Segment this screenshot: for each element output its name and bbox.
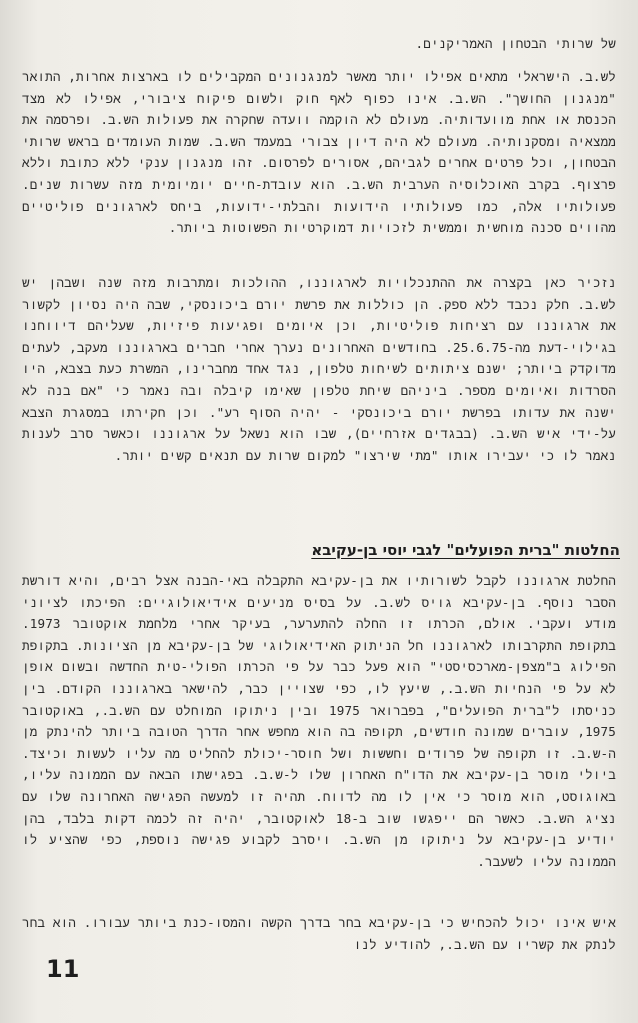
first-line [22,33,616,55]
paragraph-text: נזכיר כאן בקצרה את ההתנכלויות לארגוננו, ההולכות ומתרבות מזה שנה ושבהן יש לש.ב. חלק נכבד ללא ספק. הן כוללות את פרשת יורם ביכונסקי, שבה היה נסיון לקשור את ארגוננו עם רציחות פוליטיות, וכן איומים ופגיעות פיזיות, שעליהם דיווחנו בגילוי-דעת מה-25.6.75. בחודשים האחרונים נערך אחרי חברים בארגוננו מעקב, לעתים מדוקדק ביותר; ישנם ציתותים לשיחות טלפון, נגד אחד מחברינו, המשרת כעת בצבא, היו הסרדות ואיומים מספר. ביניהם שיחת טלפון שאימו קיבלה ובה נאמר כי "אם בנה לא ישנה את עדותו בפרשת יורם ביכונסקי - יהיה הסוף רע". וכן חקירתו במסגרת הצבא על-ידי איש הש.ב. (בבגדים אזרחיים), שבו הוא נשאל על ארגוננו וכאשר סרב לענות נאמר לו כי יעבירו אותו "מתי שירצו" למקום שרות עם תנאים קשים יותר. [22,275,616,463]
paragraph-ben-akiva-decision [22,570,616,872]
first-line-text: של שרותי הבטחון האמריקנים. [415,36,616,51]
paragraph-ben-akiva-choice [22,912,616,955]
paragraph-text: איש אינו יכול להכחיש כי בן-עקיבא בחר בדרך הקשה והמסו-כנת ביותר עבורו. הוא בחר לנתק את קשריו עם הש.ב., להודיע לנו [22,915,616,952]
paragraph-shabak-description [22,66,616,239]
section-heading: החלטות "ברית הפועלים" לגבי יוסי בן-עקיבא [311,541,620,559]
page-number: 11 [46,955,80,983]
paragraph-text: לש.ב. הישראלי מתאים אפילו יותר מאשר למנגנונים המקבילים לו בארצות אחרות, התואר "מנגנון החושך". הש.ב. אינו כפוף לאף חוק ולשום פיקוח ציבורי, אפילו לא מצד הכנסת או אחת מוועדותיה. מעולם לא הוקמה וועדה שחקרה את פעולות הש.ב. ופרסמה את ממצאיה ומסקנותיה. מעולם לא היה דיון צבורי במעמד הש.ב. שמות העומדים בראש שרותי הבטחון, וכל פרטים אחרים לגביהם, אסורים לפרסום. זהו מנגנון ענקי ללא כתובת וללא פרצוף. בקרב האוכלוסיה הערבית הש.ב. הוא עובדת-חיים יומיומית מזה עשרות שנים. פעולותיו אלה, כמו פעולותיו הידועות והבלתי-ידועות, ביחס לארגונים פוליטיים מהווים סכנה מוחשית וממשית לזכויות דמוקרטיות הפשוטות ביותר. [22,69,616,236]
paragraph-text: החלטת ארגוננו לקבל לשורותיו את בן-עקיבא התקבלה באי-הבנה אצל רבים, והיא דורשת הסבר נוסף. בן-עקיבא גויס לש.ב. על בסיס מניעים אידיאולוגיים: הפיכתו לציוני מודע ועקבי. אולם, הכרתו זו החלה להתערער, בעיקר אחרי מלחמת אוקטובר 1973. בתקופת התקרבותו לארגוננו חל הניתוק האידיאולוגי של בן-עקיבא מן הציונות. בתקופת הפילוג ב"מצפן-מארכסיסטי" הוא פעל כבר על פי הכרתו הפולי-טית החדשה ובשום אופן לא על פי הנחיות הש.ב., שיעץ לו, כפי שצויין כבר, להישאר בארגוננו הקודם. בין כניסתו ל"ברית הפועלים", בפברואר 1975 ובין ניתוקו המוחלט עם הש.ב., באוקטובר 1975, עוברים שמונה חודשים, תקופה בה הוא מחפש אחר הדרך הטובה ביותר להינתק מן ה-ש.ב. זו תקופה של פרודים וחששות ושל חוסר-יכולת להחליט מה עליו לעשות וכיצד. ביולי מוסר בן-עקיבא את הדו"ח האחרון שלו ל-ש.ב. בפגישתו הבאה עם הממונה עליו, באוגוסט, הוא מוסר כי אין לו מה לדווח. תהיה זו למעשה הפגישה האחרונה שלו עם נציג הש.ב. כאשר הם ייפגשו שוב ב-18 לאוקטובר, יהיה זה לכמה דקות בלבד, בהן יודיע בן-עקיבא על ניתוקו מן הש.ב. ויסרב לקבוע פגישה נוספת, כפי שהציע לו הממונה עליו לשעבר. [22,573,617,869]
paragraph-harassment [22,272,616,466]
